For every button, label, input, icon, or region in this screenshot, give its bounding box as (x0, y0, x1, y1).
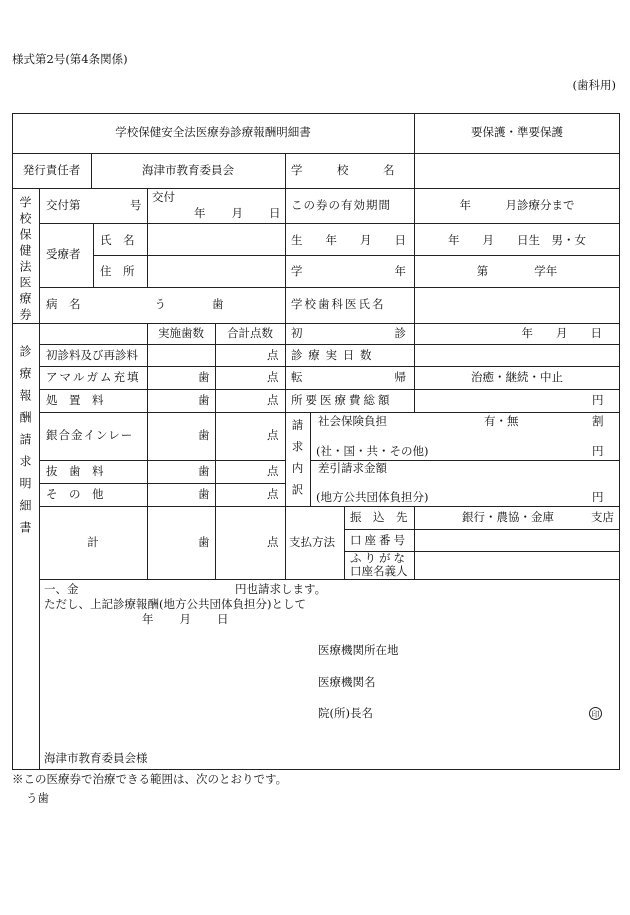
row-initial-visit: 初診料及び再診料 (46, 348, 138, 362)
divider (285, 323, 286, 579)
divider (39, 344, 285, 345)
tooth-unit: 歯 (198, 428, 210, 442)
divider (285, 153, 286, 323)
clinic-name-label: 医療機関名 (318, 675, 376, 689)
divider (12, 153, 620, 154)
divider (285, 366, 620, 367)
tooth-unit: 歯 (198, 393, 210, 407)
birth-date-value: 年 月 日生 男・女 (448, 233, 586, 247)
row-amalgam: アマルガム充填 (46, 370, 141, 384)
furigana-label: ふりがな (350, 551, 408, 565)
transfer-label: 振 込 先 (350, 510, 408, 524)
divider (147, 223, 148, 287)
divider (93, 255, 620, 256)
divider (414, 506, 415, 579)
divider (285, 389, 620, 390)
tooth-unit: 歯 (198, 535, 210, 549)
yen-unit: 円 (592, 444, 604, 458)
local-gov-share: (地方公共団体負担分) (316, 490, 429, 504)
school-name-label: 学 校 名 (291, 163, 395, 177)
difference-label: 差引請求金額 (318, 461, 387, 475)
outcome-value: 治癒・継続・中止 (471, 370, 563, 384)
insurance-choice: 有・無 (484, 414, 519, 428)
form-title: 学校保健安全法医療券診療報酬明細書 (115, 125, 311, 139)
clinic-address-label: 医療機関所在地 (318, 643, 399, 657)
billing-section-label: 診療報酬請求明細書 (18, 345, 32, 543)
seal-mark: 印 (589, 707, 602, 720)
disease-label: 病 名 (46, 297, 81, 311)
issuer-label: 発行責任者 (22, 163, 81, 177)
issue-date-ymd: 年 月 日 (194, 206, 282, 220)
divider (344, 529, 620, 530)
patient-label: 受療者 (46, 247, 81, 261)
column-teeth: 実施歯数 (158, 326, 204, 340)
divider (39, 460, 285, 461)
claim-amount-prefix: 一、金 (44, 582, 79, 596)
divider (310, 412, 311, 506)
grade-label: 学 年 (291, 264, 406, 278)
claim-date: 年 月 日 (142, 612, 230, 626)
divider (285, 344, 620, 345)
insurance-label: 社会保険負担 (318, 414, 387, 428)
divider (39, 366, 285, 367)
point-unit: 点 (267, 393, 279, 407)
point-unit: 点 (267, 428, 279, 442)
divider (39, 223, 620, 224)
bank-type: 銀行・農協・金庫 (462, 510, 554, 524)
disease-value: う 歯 (154, 297, 224, 311)
row-total: 計 (87, 535, 99, 549)
treatment-days-label: 診療実日数 (291, 348, 378, 362)
claim-amount-suffix: 円也請求します。 (235, 582, 327, 596)
divider (285, 412, 620, 413)
point-unit: 点 (267, 370, 279, 384)
row-other: そ の 他 (46, 487, 104, 501)
birth-date-label: 生 年 月 日 (291, 233, 406, 247)
patient-name-label: 氏 名 (100, 233, 135, 247)
divider (414, 113, 415, 323)
issuer-value: 海津市教育委員会 (142, 163, 234, 177)
divider (39, 287, 620, 288)
divider (93, 223, 94, 287)
total-cost-label: 所要医療費総額 (291, 393, 393, 407)
yen-unit: 円 (592, 393, 604, 407)
validity-value: 年 月診療分まで (459, 198, 575, 212)
point-unit: 点 (267, 487, 279, 501)
divider (39, 188, 40, 323)
divider (39, 506, 285, 507)
divider (285, 506, 620, 507)
payment-method-label: 支払方法 (289, 535, 335, 549)
row-treatment: 処 置 料 (46, 393, 104, 407)
divider (147, 323, 148, 579)
voucher-section-label: 学校保健法医療券 (18, 196, 32, 324)
divider (39, 412, 285, 413)
divider (147, 188, 148, 223)
validity-label: この券の有効期間 (291, 198, 391, 212)
issue-number-suffix: 号 (130, 198, 142, 212)
column-points: 合計点数 (227, 326, 273, 340)
dental-use-label: (歯科用) (572, 78, 616, 92)
breakdown-label: 請求内訳 (290, 419, 305, 505)
tooth-unit: 歯 (198, 370, 210, 384)
divider (39, 483, 285, 484)
point-unit: 点 (267, 535, 279, 549)
insurance-types: (社・国・共・その他) (316, 444, 429, 458)
tooth-unit: 歯 (198, 487, 210, 501)
divider (12, 188, 620, 189)
protection-type: 要保護・準要保護 (471, 125, 563, 139)
footer-note: ※この医療券で治療できる範囲は、次のとおりです。 (12, 772, 288, 786)
divider (39, 389, 285, 390)
addressee: 海津市教育委員会様 (44, 751, 148, 765)
school-dentist-label: 学校歯科医氏名 (291, 297, 386, 311)
issue-date-label: 交付 (152, 190, 175, 204)
divider (344, 506, 345, 579)
divider (39, 579, 620, 580)
first-visit-label: 初 診 (291, 326, 406, 340)
outcome-label: 転 帰 (291, 370, 406, 384)
account-holder-label: 口座名義人 (350, 564, 408, 578)
director-label: 院(所)長名 (318, 706, 373, 720)
percent-unit: 割 (592, 414, 604, 428)
grade-value: 第 学年 (476, 264, 558, 278)
yen-unit: 円 (592, 490, 604, 504)
branch-suffix: 支店 (591, 510, 614, 524)
first-visit-value: 年 月 日 (521, 326, 602, 340)
footer-scope: う歯 (26, 791, 49, 805)
account-number-label: 口座番号 (350, 533, 408, 547)
divider (215, 323, 216, 579)
point-unit: 点 (267, 348, 279, 362)
point-unit: 点 (267, 464, 279, 478)
row-inlay: 銀合金インレー (46, 428, 134, 442)
form-number: 様式第2号(第4条関係) (12, 52, 128, 66)
tooth-unit: 歯 (198, 464, 210, 478)
row-extraction: 抜 歯 料 (46, 464, 104, 478)
divider (12, 323, 620, 324)
issue-number-label: 交付第 (46, 198, 81, 212)
patient-address-label: 住 所 (100, 264, 135, 278)
claim-reason: ただし、上記診療報酬(地方公共団体負担分)として (44, 597, 306, 611)
